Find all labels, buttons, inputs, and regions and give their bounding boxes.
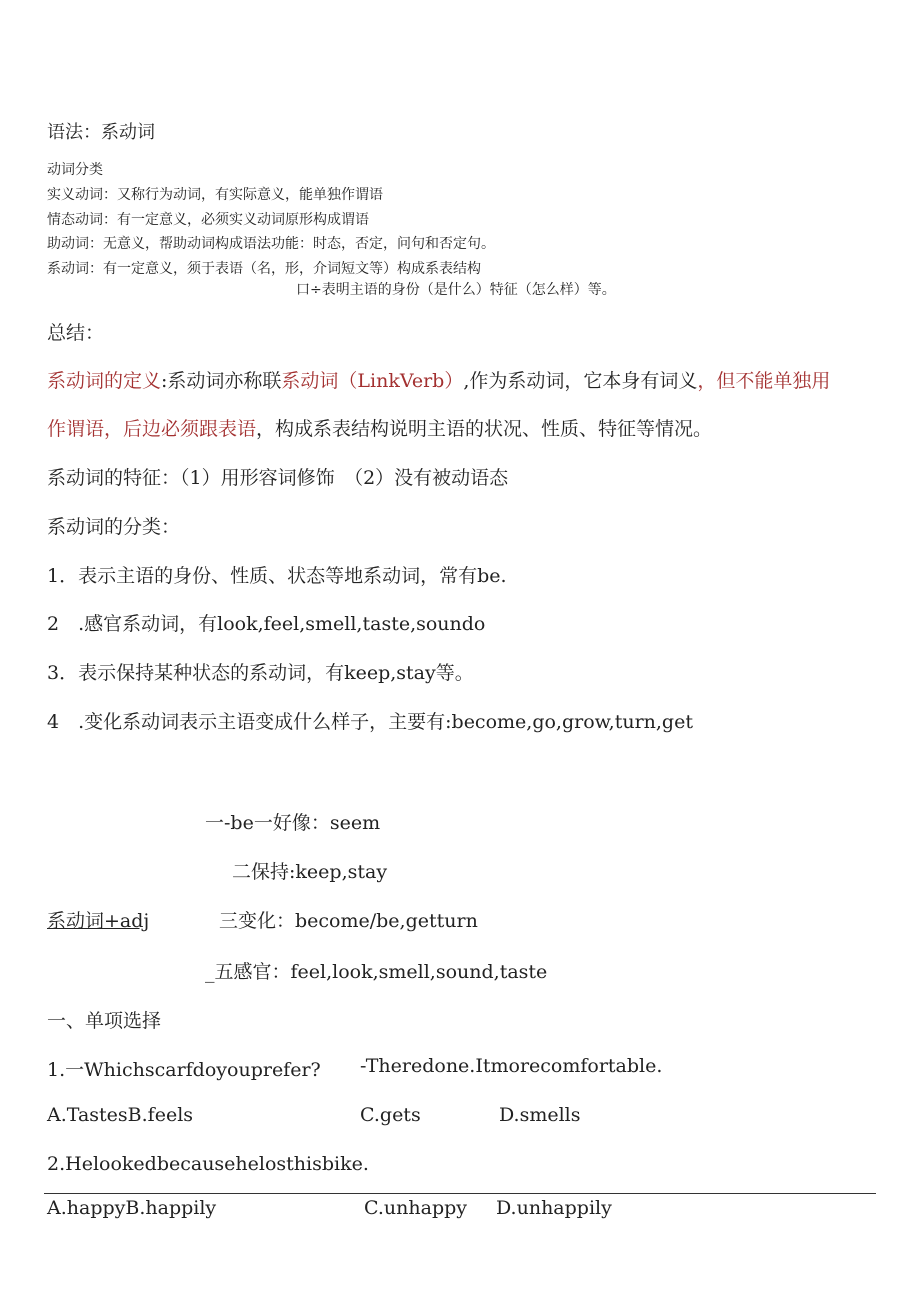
divider-line (44, 1193, 876, 1194)
diagram-branch: _五感官：feel,look,smell,sound,taste (205, 961, 548, 983)
classes-heading: 系动词的分类： (47, 516, 181, 538)
verb-type-line: 实义动词：又称行为动词，有实际意义，能单独作谓语 (47, 187, 383, 203)
option-c: C.unhappy (364, 1197, 467, 1219)
option-ab: A.happyB.happily (47, 1197, 217, 1219)
verb-type-line: 助动词：无意义，帮助动词构成语法功能：时态，否定，问句和否定句。 (47, 236, 495, 252)
class-item: 4 .变化系动词表示主语变成什么样子，主要有:become,go,grow,turn,get (47, 711, 693, 733)
diagram-branch: 二保持:keep,stay (232, 861, 388, 883)
question-stem: 1.一Whichscarfdoyouprefer? (47, 1059, 321, 1081)
diagram-root: 系动词+adj (47, 910, 150, 932)
option-d: D.smells (499, 1104, 581, 1126)
definition-highlight: ，但不能单独用 (697, 370, 831, 392)
question-stem: 2.Helookedbecausehelosthisbike. (47, 1153, 369, 1175)
definition-text: :系动词亦称联 (161, 370, 282, 392)
summary-heading: 总结： (47, 322, 105, 344)
definition-line-2 (47, 414, 712, 441)
definition-term-en: 系动词（LinkVerb） (281, 370, 464, 392)
question-reply: -Theredone.Itmorecomfortable. (360, 1055, 663, 1077)
definition-text: ，构成系表结构说明主语的状况、性质、特征等情况。 (256, 418, 713, 440)
verb-type-line: 系动词：有一定意义，须于表语（名，形，介词短文等）构成系表结构 (47, 261, 481, 277)
option-d: D.unhappily (496, 1197, 612, 1219)
diagram-branch: 一-be一好像：seem (205, 812, 381, 834)
features-line: 系动词的特征：（1）用形容词修饰 （2）没有被动语态 (47, 467, 509, 489)
diagram-branch: 三变化：become/be,getturn (219, 910, 478, 932)
exercise-heading: 一、单项选择 (47, 1010, 162, 1032)
definition-line-1 (47, 366, 830, 393)
option-c: C.gets (360, 1104, 421, 1126)
class-item: 2 .感官系动词，有look,feel,smell,taste,soundo (47, 613, 486, 635)
verb-type-line: 情态动词：有一定意义，必须实义动词原形构成谓语 (47, 212, 369, 228)
class-item: 3．表示保持某种状态的系动词，有keep,stay等。 (47, 662, 474, 684)
verb-type-note: 口÷表明主语的身份（是什么）特征（怎么样）等。 (296, 282, 616, 298)
verb-types-heading: 动词分类 (47, 162, 103, 178)
definition-text: ,作为系动词，它本身有词义 (463, 370, 698, 392)
definition-term: 系动词的定义 (47, 370, 162, 392)
page-title: 语法：系动词 (47, 122, 155, 143)
option-ab: A.TastesB.feels (47, 1104, 194, 1126)
class-item: 1．表示主语的身份、性质、状态等地系动词，常有be. (47, 565, 507, 587)
definition-highlight: 作谓语，后边必须跟表语 (47, 418, 257, 440)
